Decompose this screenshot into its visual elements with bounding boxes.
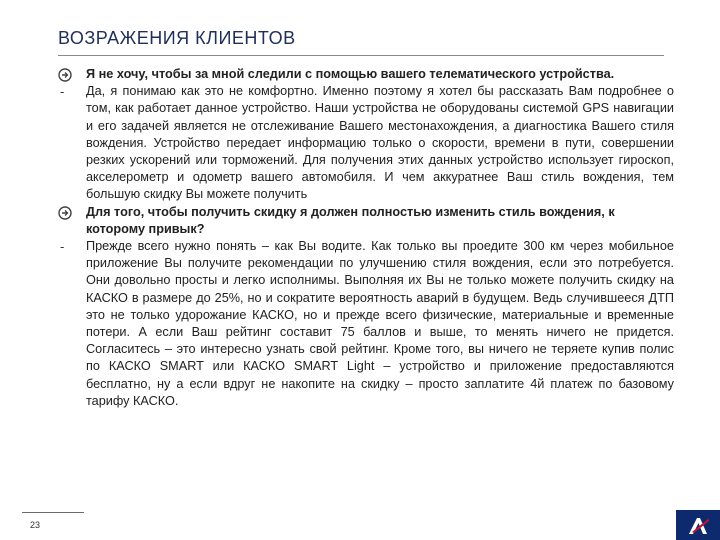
dash-marker: - bbox=[60, 84, 65, 100]
axa-logo-icon bbox=[676, 510, 720, 540]
arrow-bullet-icon bbox=[58, 68, 72, 82]
question-text: Для того, чтобы получить скидку я должен полностью изменить стиль вождения, к которому привык? bbox=[86, 204, 615, 236]
objections-list bbox=[58, 66, 674, 410]
answer-text: Прежде всего нужно понять – как Вы водите. Как только вы проедите 300 км через мобильное приложение Вы получите рекомендации по улучшению стиля вождения, если это потребуется. Они довольно просты и легко исполнимы. Выполняя их Вы не только можете получить скидку на КАСКО в размере до 25%, но и сократите вероятность аварий в будущем. Ведь случившееся ДТП это не только удорожание КАСКО, но и прежде всего физические, материальные и временные потери. А если Ваш рейтинг составит 75 баллов и выше, то менять ничего не придется. Согласитесь – это интересно узнать свой рейтинг. Кроме того, вы ничего не теряете купив полис по КАСКО SMART или КАСКО SMART Light – устройство и приложение предоставляются бесплатно, ну а если вдруг не накопите на скидку – просто заплатите 4й платеж по базовому тарифу КАСКО. bbox=[86, 239, 674, 408]
title-divider bbox=[58, 55, 664, 56]
objection-question-1 bbox=[58, 66, 674, 83]
footer-divider bbox=[22, 512, 84, 513]
page-number: 23 bbox=[30, 520, 41, 530]
slide-title: ВОЗРАЖЕНИЯ КЛИЕНТОВ bbox=[58, 28, 296, 48]
answer-text: Да, я понимаю как это не комфортно. Именно поэтому я хотел бы рассказать Вам подробнее о том, как работает данное устройство. Наши устройства не оборудованы системой GPS навигации и его задачей является не отслеживание Вашего местонахождения, а диагностика Вашего стиля вождения. Устройство передает информацию только о скорости, времени в пути, совершении резких ускорений или торможений. Для получения этих данных устройство использует гироскоп, акселерометр и одометр вашего автомобиля. И чем аккуратнее Ваш стиль вождения, тем большую скидку Вы можете получить bbox=[86, 84, 674, 202]
objection-answer-2 bbox=[58, 238, 674, 410]
dash-marker: - bbox=[60, 239, 65, 255]
objection-answer-1 bbox=[58, 83, 674, 203]
objection-question-2 bbox=[58, 204, 674, 238]
arrow-bullet-icon bbox=[58, 206, 72, 220]
question-text: Я не хочу, чтобы за мной следили с помощью вашего телематического устройства. bbox=[86, 67, 615, 81]
